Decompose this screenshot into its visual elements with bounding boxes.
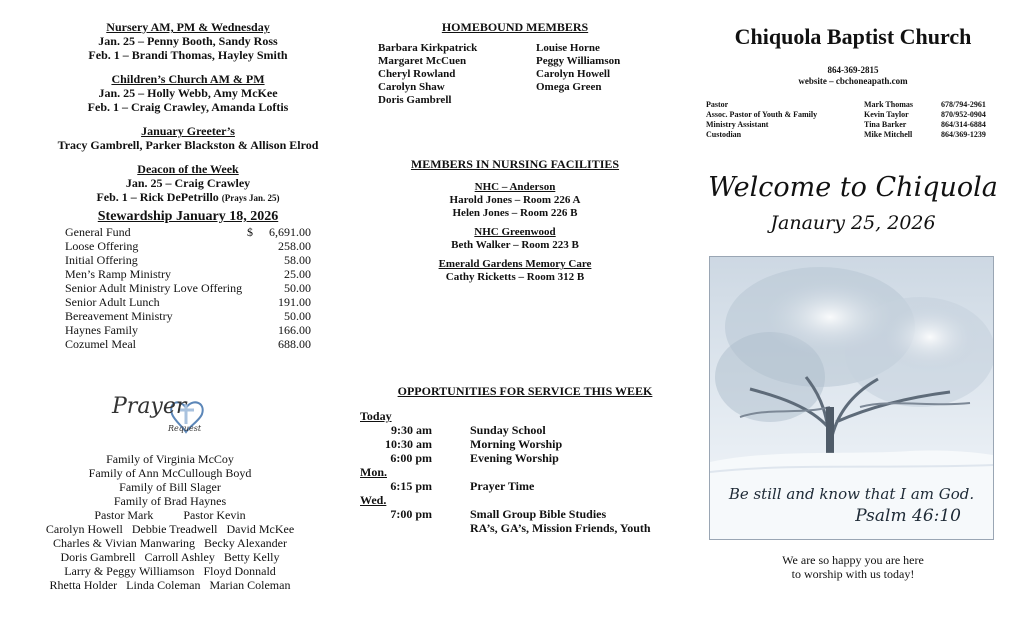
stewardship-title: Stewardship January 18, 2026 xyxy=(97,209,279,224)
nursery-line: Jan. 25 – Penny Booth, Sandy Ross xyxy=(98,34,278,48)
prayer-request-logo xyxy=(108,394,218,442)
schedule-time: 10:30 am xyxy=(385,437,432,451)
schedule-row xyxy=(360,465,690,479)
schedule-time: 6:15 pm xyxy=(390,479,432,493)
staff-name: Tina Barker xyxy=(864,120,907,129)
homebound-member: Carolyn Howell xyxy=(536,68,611,80)
opportunities-title: OPPORTUNITIES FOR SERVICE THIS WEEK xyxy=(397,384,653,398)
stewardship-amount: 191.00 xyxy=(278,295,311,309)
stewardship-amount: 688.00 xyxy=(278,337,311,351)
homebound-list xyxy=(378,42,670,107)
stewardship-table xyxy=(65,225,311,351)
homebound-member: Louise Horne xyxy=(536,42,600,54)
facility-resident: Beth Walker – Room 223 B xyxy=(451,239,579,251)
nursing-facilities xyxy=(360,181,670,284)
facility-resident: Cathy Ricketts – Room 312 B xyxy=(445,271,585,283)
homebound-member: Cheryl Rowland xyxy=(378,68,456,80)
stewardship-currency xyxy=(247,267,269,281)
nursery-section xyxy=(28,20,348,62)
stewardship-row xyxy=(65,239,311,253)
deacon-line: Jan. 25 – Craig Crawley xyxy=(125,176,251,190)
nursery-line: Feb. 1 – Brandi Thomas, Hayley Smith xyxy=(88,48,288,62)
staff-phone: 864/369-1239 xyxy=(941,130,986,139)
left-column xyxy=(28,20,348,351)
schedule-event: Prayer Time xyxy=(470,479,535,493)
stewardship-label: Haynes Family xyxy=(65,323,138,337)
schedule-row xyxy=(360,479,690,493)
staff-row xyxy=(706,130,996,140)
homebound-right-list xyxy=(536,42,676,107)
deacon-line xyxy=(28,190,348,205)
schedule-day: Wed. xyxy=(360,493,387,507)
staff-name: Mike Mitchell xyxy=(864,130,913,139)
prayer-list xyxy=(20,452,320,592)
prayer-line: Pastor Mark Pastor Kevin xyxy=(94,508,246,522)
greeter-names: Tracy Gambrell, Parker Blackston & Allison Elrod xyxy=(57,138,319,152)
stewardship-label: Senior Adult Lunch xyxy=(65,295,160,309)
schedule-time xyxy=(360,521,432,535)
greeter-section xyxy=(28,124,348,152)
schedule-event: RA’s, GA’s, Mission Friends, Youth xyxy=(470,521,651,535)
schedule-event: Morning Worship xyxy=(470,437,563,451)
deacon-section xyxy=(28,162,348,205)
stewardship-row xyxy=(65,309,311,323)
staff-name: Mark Thomas xyxy=(864,100,913,109)
stewardship-amount: 50.00 xyxy=(284,309,311,323)
stewardship-currency xyxy=(247,295,269,309)
closing-message xyxy=(706,553,1000,581)
prayer-line: Family of Brad Haynes xyxy=(113,494,227,508)
stewardship-label: Loose Offering xyxy=(65,239,139,253)
staff-name: Kevin Taylor xyxy=(864,110,909,119)
stewardship-label: Senior Adult Ministry Love Offering xyxy=(65,281,243,295)
schedule-event: Small Group Bible Studies xyxy=(470,507,607,521)
homebound-member: Doris Gambrell xyxy=(378,94,452,106)
prayer-line: Larry & Peggy Williamson Floyd Donnald xyxy=(64,564,276,578)
childrens-church-line: Feb. 1 – Craig Crawley, Amanda Loftis xyxy=(87,100,289,114)
staff-phone: 870/952-0904 xyxy=(941,110,986,119)
church-contact xyxy=(706,65,1000,87)
deacon-name: Feb. 1 – Rick DePetrillo xyxy=(96,190,219,204)
stewardship-currency xyxy=(247,323,269,337)
schedule-row xyxy=(360,409,690,423)
welcome-title: Welcome to Chiquola xyxy=(708,172,998,203)
service-schedule xyxy=(360,409,690,535)
stewardship-amount: 258.00 xyxy=(278,239,311,253)
winter-tree-photo xyxy=(709,256,994,540)
stewardship-label: Bereavement Ministry xyxy=(65,309,173,323)
closing-line: to worship with us today! xyxy=(791,567,915,581)
middle-column xyxy=(360,20,670,284)
schedule-time: 9:30 am xyxy=(391,423,432,437)
stewardship-currency: $ xyxy=(247,225,253,239)
staff-role: Ministry Assistant xyxy=(706,120,769,129)
homebound-member: Carolyn Shaw xyxy=(378,81,445,93)
schedule-event: Evening Worship xyxy=(470,451,559,465)
facility-name: NHC – Anderson xyxy=(474,181,556,193)
homebound-member: Barbara Kirkpatrick xyxy=(378,42,478,54)
stewardship-currency xyxy=(247,239,269,253)
homebound-member: Peggy Williamson xyxy=(536,55,621,67)
schedule-row xyxy=(360,507,690,521)
staff-role: Pastor xyxy=(706,100,729,109)
stewardship-row xyxy=(65,337,311,351)
closing-line: We are so happy you are here xyxy=(782,553,924,567)
verse-reference: Psalm 46:10 xyxy=(855,506,961,526)
stewardship-label: Men’s Ramp Ministry xyxy=(65,267,172,281)
childrens-church-line: Jan. 25 – Holly Webb, Amy McKee xyxy=(98,86,278,100)
prayer-line: Family of Bill Slager xyxy=(119,480,221,494)
staff-role: Assoc. Pastor of Youth & Family xyxy=(706,110,818,119)
stewardship-row xyxy=(65,253,311,267)
stewardship-row xyxy=(65,225,311,239)
church-website: website – cbchoneapath.com xyxy=(798,76,908,86)
facility-name: Emerald Gardens Memory Care xyxy=(438,258,592,270)
schedule-row xyxy=(360,423,690,437)
stewardship-amount: 166.00 xyxy=(278,323,311,337)
prayer-line: Rhetta Holder Linda Coleman Marian Coleman xyxy=(49,578,291,592)
schedule-row xyxy=(360,521,690,535)
homebound-member: Omega Green xyxy=(536,81,602,93)
prayer-logo-word: Prayer xyxy=(112,394,187,419)
schedule-row xyxy=(360,493,690,507)
stewardship-row xyxy=(65,267,311,281)
staff-row xyxy=(706,120,996,130)
staff-list xyxy=(706,100,996,140)
facility-name: NHC Greenwood xyxy=(474,226,556,238)
greeter-title: January Greeter’s xyxy=(141,124,235,138)
prayer-line: Carolyn Howell Debbie Treadwell David McKee xyxy=(45,522,295,536)
stewardship-currency xyxy=(247,309,269,323)
staff-row xyxy=(706,110,996,120)
schedule-time: 7:00 pm xyxy=(390,507,432,521)
staff-phone: 678/794-2961 xyxy=(941,100,986,109)
nursery-title: Nursery AM, PM & Wednesday xyxy=(106,20,270,34)
staff-role: Custodian xyxy=(706,130,742,139)
homebound-left-list xyxy=(378,42,536,107)
stewardship-currency xyxy=(247,337,269,351)
schedule-row xyxy=(360,437,690,451)
deacon-note: (Prays Jan. 25) xyxy=(221,193,280,203)
stewardship-row xyxy=(65,295,311,309)
stewardship-row xyxy=(65,281,311,295)
stewardship-label: Cozumel Meal xyxy=(65,337,136,351)
prayer-line: Family of Ann McCullough Boyd xyxy=(88,466,252,480)
staff-phone: 864/314-6884 xyxy=(941,120,986,129)
stewardship-currency xyxy=(247,253,269,267)
prayer-logo-sub: Request xyxy=(168,424,202,433)
staff-row xyxy=(706,100,996,110)
stewardship-label: General Fund xyxy=(65,225,131,239)
prayer-line: Doris Gambrell Carroll Ashley Betty Kelly xyxy=(60,550,280,564)
homebound-member: Margaret McCuen xyxy=(378,55,467,67)
facility-resident: Harold Jones – Room 226 A xyxy=(449,194,581,206)
nursing-title: MEMBERS IN NURSING FACILITIES xyxy=(410,157,620,171)
prayer-line: Charles & Vivian Manwaring Becky Alexander xyxy=(53,536,287,550)
welcome-block xyxy=(706,172,1000,236)
deacon-title: Deacon of the Week xyxy=(137,162,239,176)
bible-verse xyxy=(718,483,985,527)
prayer-line: Family of Virginia McCoy xyxy=(106,452,234,466)
stewardship-label: Initial Offering xyxy=(65,253,138,267)
welcome-date: Janaury 25, 2026 xyxy=(770,212,936,234)
childrens-church-section xyxy=(28,72,348,114)
church-phone: 864-369-2815 xyxy=(827,65,879,75)
schedule-row xyxy=(360,451,690,465)
schedule-event: Sunday School xyxy=(470,423,546,437)
stewardship-amount: 58.00 xyxy=(284,253,311,267)
childrens-church-title: Children’s Church AM & PM xyxy=(111,72,265,86)
verse-text: Be still and know that I am God. xyxy=(728,485,975,503)
homebound-title: HOMEBOUND MEMBERS xyxy=(441,20,589,34)
stewardship-currency xyxy=(247,281,269,295)
schedule-time: 6:00 pm xyxy=(390,451,432,465)
schedule-day: Today xyxy=(360,409,392,423)
stewardship-amount: 6,691.00 xyxy=(269,225,311,239)
facility-resident: Helen Jones – Room 226 B xyxy=(452,207,578,219)
stewardship-amount: 25.00 xyxy=(284,267,311,281)
schedule-day: Mon. xyxy=(360,465,387,479)
stewardship-amount: 50.00 xyxy=(284,281,311,295)
church-name: Chiquola Baptist Church xyxy=(734,24,972,49)
stewardship-row xyxy=(65,323,311,337)
